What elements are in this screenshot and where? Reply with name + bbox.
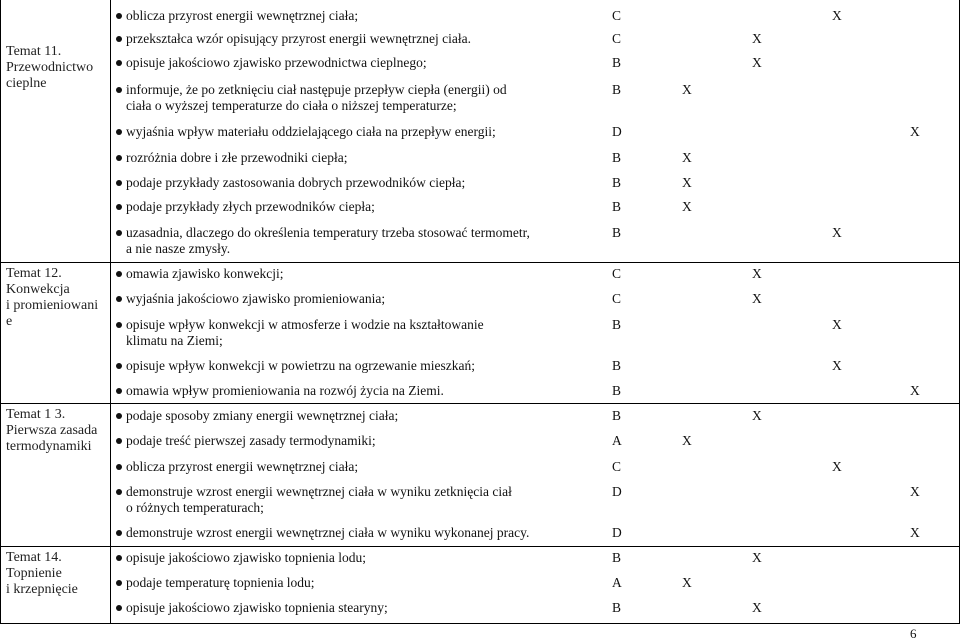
table-border-left	[0, 0, 1, 624]
topic-label	[6, 44, 106, 92]
requirement-level: D	[612, 484, 622, 499]
bullet-icon	[116, 87, 122, 93]
bullet-icon	[116, 438, 122, 444]
requirement-level: A	[612, 433, 622, 448]
requirement-mark: X	[752, 291, 762, 306]
bullet-icon	[116, 555, 122, 561]
requirement-text: opisuje jakościowo zjawisko przewodnictwa cieplnego;	[126, 55, 427, 70]
requirement-level: B	[612, 55, 622, 70]
requirement-text: przekształca wzór opisujący przyrost energii wewnętrznej ciała.	[126, 31, 471, 46]
requirement-level: C	[612, 266, 622, 281]
requirement-level: B	[612, 358, 622, 373]
topic-separator	[0, 262, 960, 263]
requirement-level: B	[612, 175, 622, 190]
requirement-level: D	[612, 124, 622, 139]
page-number: 6	[910, 626, 917, 641]
requirement-mark: X	[752, 266, 762, 281]
bullet-icon	[116, 13, 122, 19]
table-border-bottom	[0, 623, 960, 624]
topic-title: Temat 11. Przewodnictwo cieplne	[6, 44, 94, 91]
topic-label	[6, 266, 106, 330]
requirement-text: opisuje wpływ konwekcji w atmosferze i wodzie na kształtowanie klimatu na Ziemi;	[126, 317, 484, 348]
requirement-level: B	[612, 150, 622, 165]
requirement-mark: X	[682, 575, 692, 590]
bullet-icon	[116, 296, 122, 302]
bullet-icon	[116, 230, 122, 236]
requirement-mark: X	[910, 484, 920, 499]
requirement-level: B	[612, 383, 622, 398]
requirement-mark: X	[910, 124, 920, 139]
requirement-level: C	[612, 8, 622, 23]
requirement-text: omawia zjawisko konwekcji;	[126, 266, 284, 281]
requirement-text: uzasadnia, dlaczego do określenia temperatury trzeba stosować termometr, a nie nasze zmysły.	[126, 225, 530, 256]
topic-title: Temat 14. Topnienie i krzepnięcie	[6, 550, 78, 597]
requirement-mark: X	[752, 600, 762, 615]
requirement-text: podaje sposoby zmiany energii wewnętrznej ciała;	[126, 408, 399, 423]
bullet-icon	[116, 180, 122, 186]
requirement-mark: X	[910, 525, 920, 540]
bullet-icon	[116, 413, 122, 419]
requirement-text: opisuje wpływ konwekcji w powietrzu na ogrzewanie mieszkań;	[126, 358, 476, 373]
requirement-text: wyjaśnia wpływ materiału oddzielającego ciała na przepływ energii;	[126, 124, 496, 139]
topic-separator	[0, 546, 960, 547]
requirement-text: oblicza przyrost energii wewnętrznej ciała;	[126, 8, 359, 23]
requirement-level: A	[612, 575, 622, 590]
requirement-level: B	[612, 82, 622, 97]
topic-label	[6, 550, 106, 598]
bullet-icon	[116, 605, 122, 611]
requirement-mark: X	[682, 82, 692, 97]
requirement-text: oblicza przyrost energii wewnętrznej ciała;	[126, 459, 359, 474]
requirement-text: informuje, że po zetknięciu ciał następuje przepływ ciepła (energii) od ciała o wyższej temperaturze do ciała o niższej temperaturze;	[126, 82, 507, 113]
requirement-level: B	[612, 550, 622, 565]
requirement-text: podaje treść pierwszej zasady termodynamiki;	[126, 433, 376, 448]
bullet-icon	[116, 530, 122, 536]
topic-separator	[0, 403, 960, 404]
requirement-mark: X	[832, 317, 842, 332]
requirement-text: wyjaśnia jakościowo zjawisko promieniowania;	[126, 291, 386, 306]
requirement-mark: X	[832, 459, 842, 474]
requirement-level: B	[612, 199, 622, 214]
requirement-level: C	[612, 459, 622, 474]
requirement-text: podaje temperaturę topnienia lodu;	[126, 575, 315, 590]
requirement-mark: X	[682, 199, 692, 214]
requirement-level: B	[612, 408, 622, 423]
requirement-level: C	[612, 31, 622, 46]
requirement-text: opisuje jakościowo zjawisko topnienia lodu;	[126, 550, 366, 565]
bullet-icon	[116, 580, 122, 586]
topic-title: Temat 12. Konwekcja i promieniowani e	[6, 266, 99, 329]
bullet-icon	[116, 155, 122, 161]
bullet-icon	[116, 363, 122, 369]
requirement-level: B	[612, 317, 622, 332]
requirement-text: podaje przykłady zastosowania dobrych przewodników ciepła;	[126, 175, 466, 190]
requirement-text: podaje przykłady złych przewodników ciepła;	[126, 199, 375, 214]
requirement-text: rozróżnia dobre i złe przewodniki ciepła;	[126, 150, 348, 165]
requirement-mark: X	[910, 383, 920, 398]
bullet-icon	[116, 129, 122, 135]
bullet-icon	[116, 464, 122, 470]
requirement-level: D	[612, 525, 622, 540]
requirement-mark: X	[682, 433, 692, 448]
bullet-icon	[116, 204, 122, 210]
requirement-text: opisuje jakościowo zjawisko topnienia stearyny;	[126, 600, 388, 615]
bullet-icon	[116, 60, 122, 66]
requirement-mark: X	[752, 408, 762, 423]
topic-title: Temat 1 3. Pierwsza zasada termodynamiki	[6, 407, 98, 454]
requirement-mark: X	[752, 550, 762, 565]
requirement-mark: X	[682, 150, 692, 165]
bullet-icon	[116, 322, 122, 328]
bullet-icon	[116, 388, 122, 394]
requirement-mark: X	[752, 31, 762, 46]
requirement-mark: X	[832, 225, 842, 240]
requirement-level: C	[612, 291, 622, 306]
requirement-mark: X	[832, 358, 842, 373]
requirement-mark: X	[682, 175, 692, 190]
requirement-mark: X	[752, 55, 762, 70]
requirement-text: omawia wpływ promieniowania na rozwój życia na Ziemi.	[126, 383, 444, 398]
requirement-mark: X	[832, 8, 842, 23]
topic-label	[6, 407, 106, 455]
requirement-text: demonstruje wzrost energii wewnętrznej ciała w wyniku wykonanej pracy.	[126, 525, 530, 540]
requirement-text: demonstruje wzrost energii wewnętrznej ciała w wyniku zetknięcia ciał o różnych temperaturach;	[126, 484, 512, 515]
bullet-icon	[116, 36, 122, 42]
column-divider	[110, 0, 111, 624]
bullet-icon	[116, 271, 122, 277]
requirement-level: B	[612, 225, 622, 240]
requirement-level: B	[612, 600, 622, 615]
bullet-icon	[116, 489, 122, 495]
